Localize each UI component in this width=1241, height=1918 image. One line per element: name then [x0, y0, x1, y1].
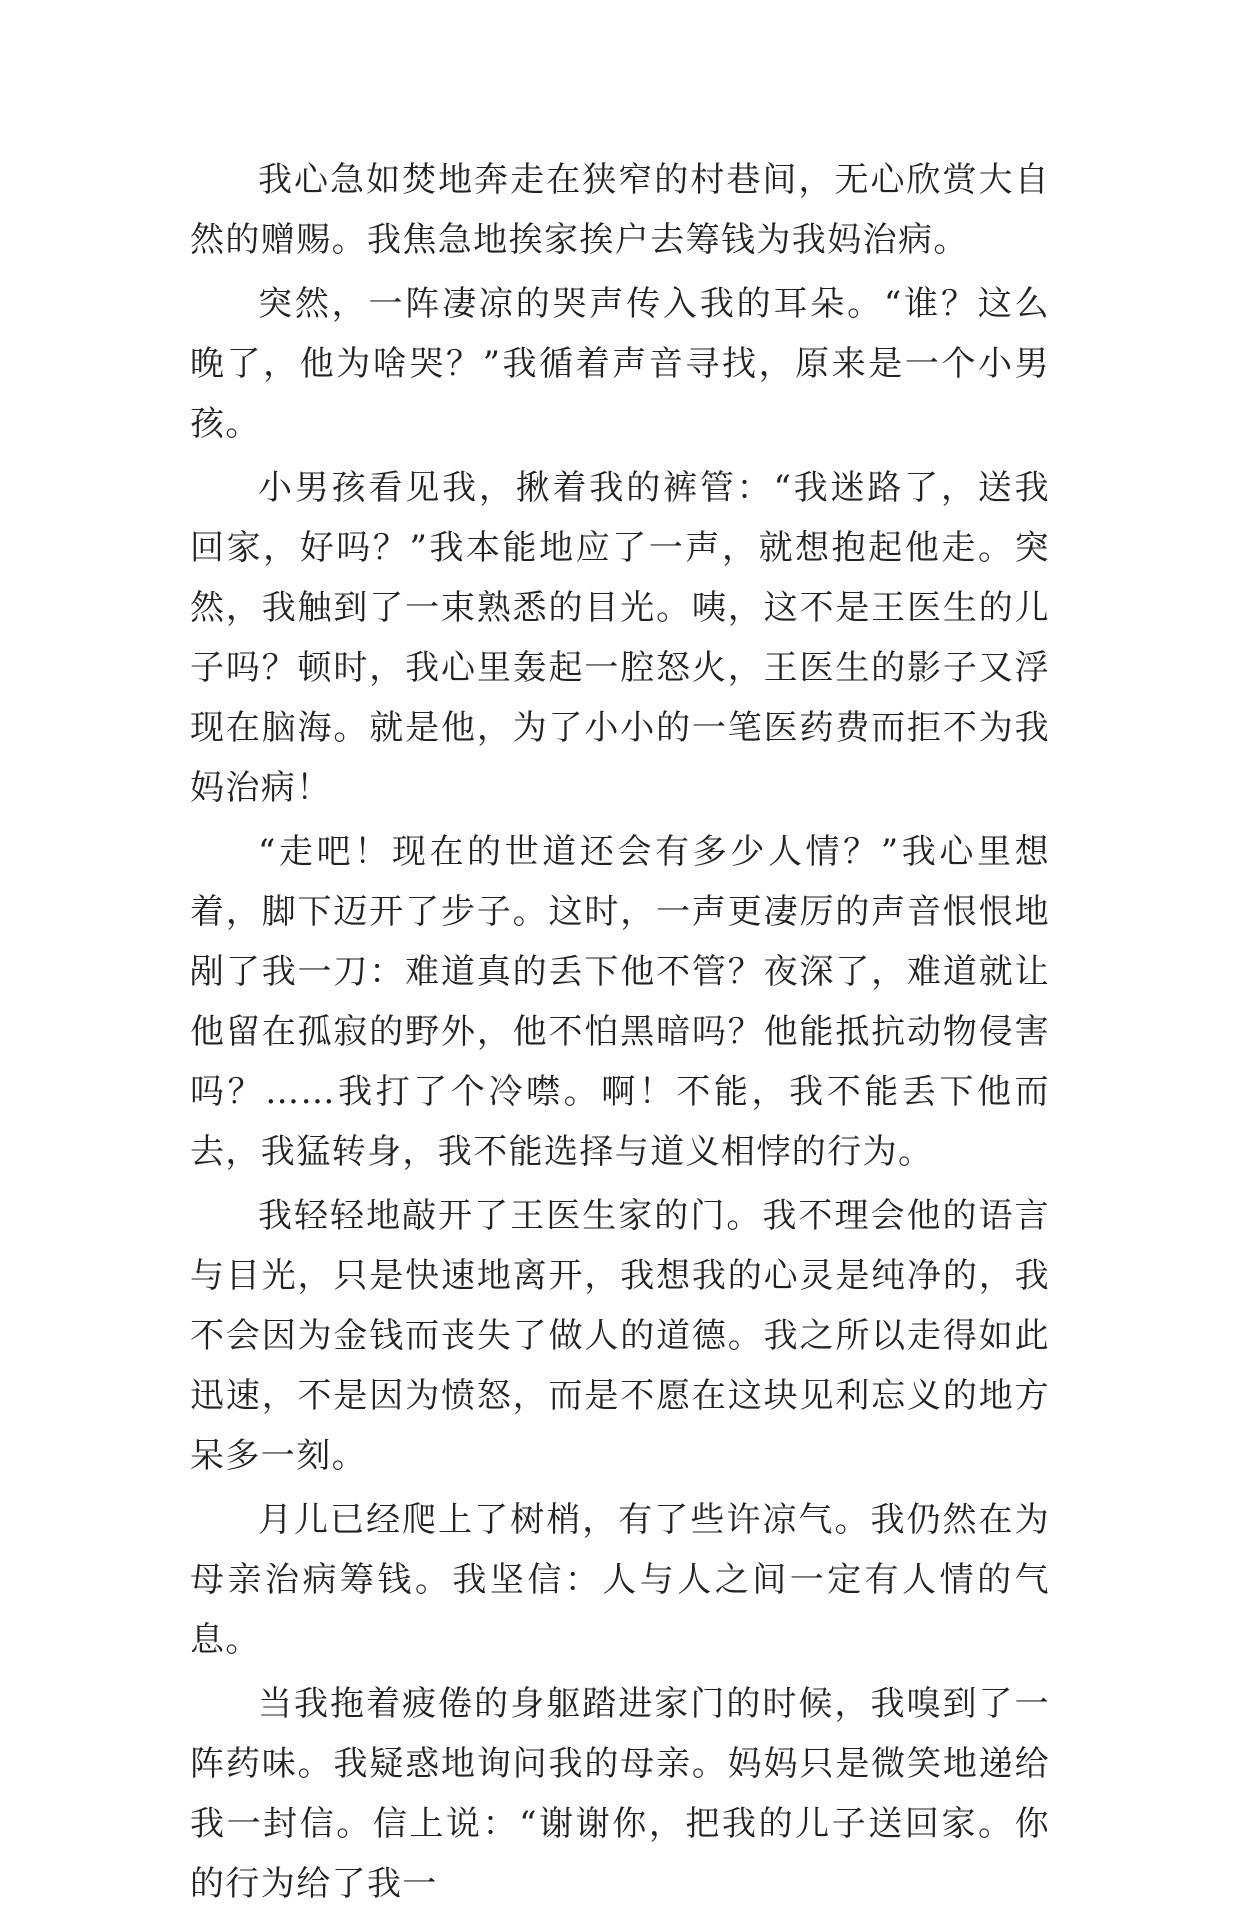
paragraph: 我轻轻地敲开了王医生家的门。我不理会他的语言与目光，只是快速地离开，我想我的心灵是纯净的，我不会因为金钱而丧失了做人的道德。我之所以走得如此迅速，不是因为愤怒，而是不愿在这块见利忘义的地方呆多一刻。	[190, 1196, 1050, 1476]
paragraph: 月儿已经爬上了树梢，有了些许凉气。我仍然在为母亲治病筹钱。我坚信：人与人之间一定有人情的气息。	[190, 1500, 1050, 1660]
document-body	[190, 150, 1050, 1918]
paragraph: “走吧！现在的世道还会有多少人情？”我心里想着，脚下迈开了步子。这时，一声更凄厉的声音恨恨地剐了我一刀：难道真的丢下他不管？夜深了，难道就让他留在孤寂的野外，他不怕黑暗吗？他能抵抗动物侵害吗？……我打了个冷噤。啊！不能，我不能丢下他而去，我猛转身，我不能选择与道义相悖的行为。	[190, 832, 1050, 1172]
paragraph: 我心急如焚地奔走在狭窄的村巷间，无心欣赏大自然的赠赐。我焦急地挨家挨户去筹钱为我妈治病。	[190, 160, 1050, 260]
paragraph: 当我拖着疲倦的身躯踏进家门的时候，我嗅到了一阵药味。我疑惑地询问我的母亲。妈妈只是微笑地递给我一封信。信上说：“谢谢你，把我的儿子送回家。你的行为给了我一	[190, 1684, 1050, 1904]
paragraph: 小男孩看见我，揪着我的裤管：“我迷路了，送我回家，好吗？”我本能地应了一声，就想抱起他走。突然，我触到了一束熟悉的目光。咦，这不是王医生的儿子吗？顿时，我心里轰起一腔怒火，王医生的影子又浮现在脑海。就是他，为了小小的一笔医药费而拒不为我妈治病！	[190, 468, 1050, 808]
paragraph: 突然，一阵凄凉的哭声传入我的耳朵。“谁？这么晚了，他为啥哭？”我循着声音寻找，原来是一个小男孩。	[190, 284, 1050, 444]
